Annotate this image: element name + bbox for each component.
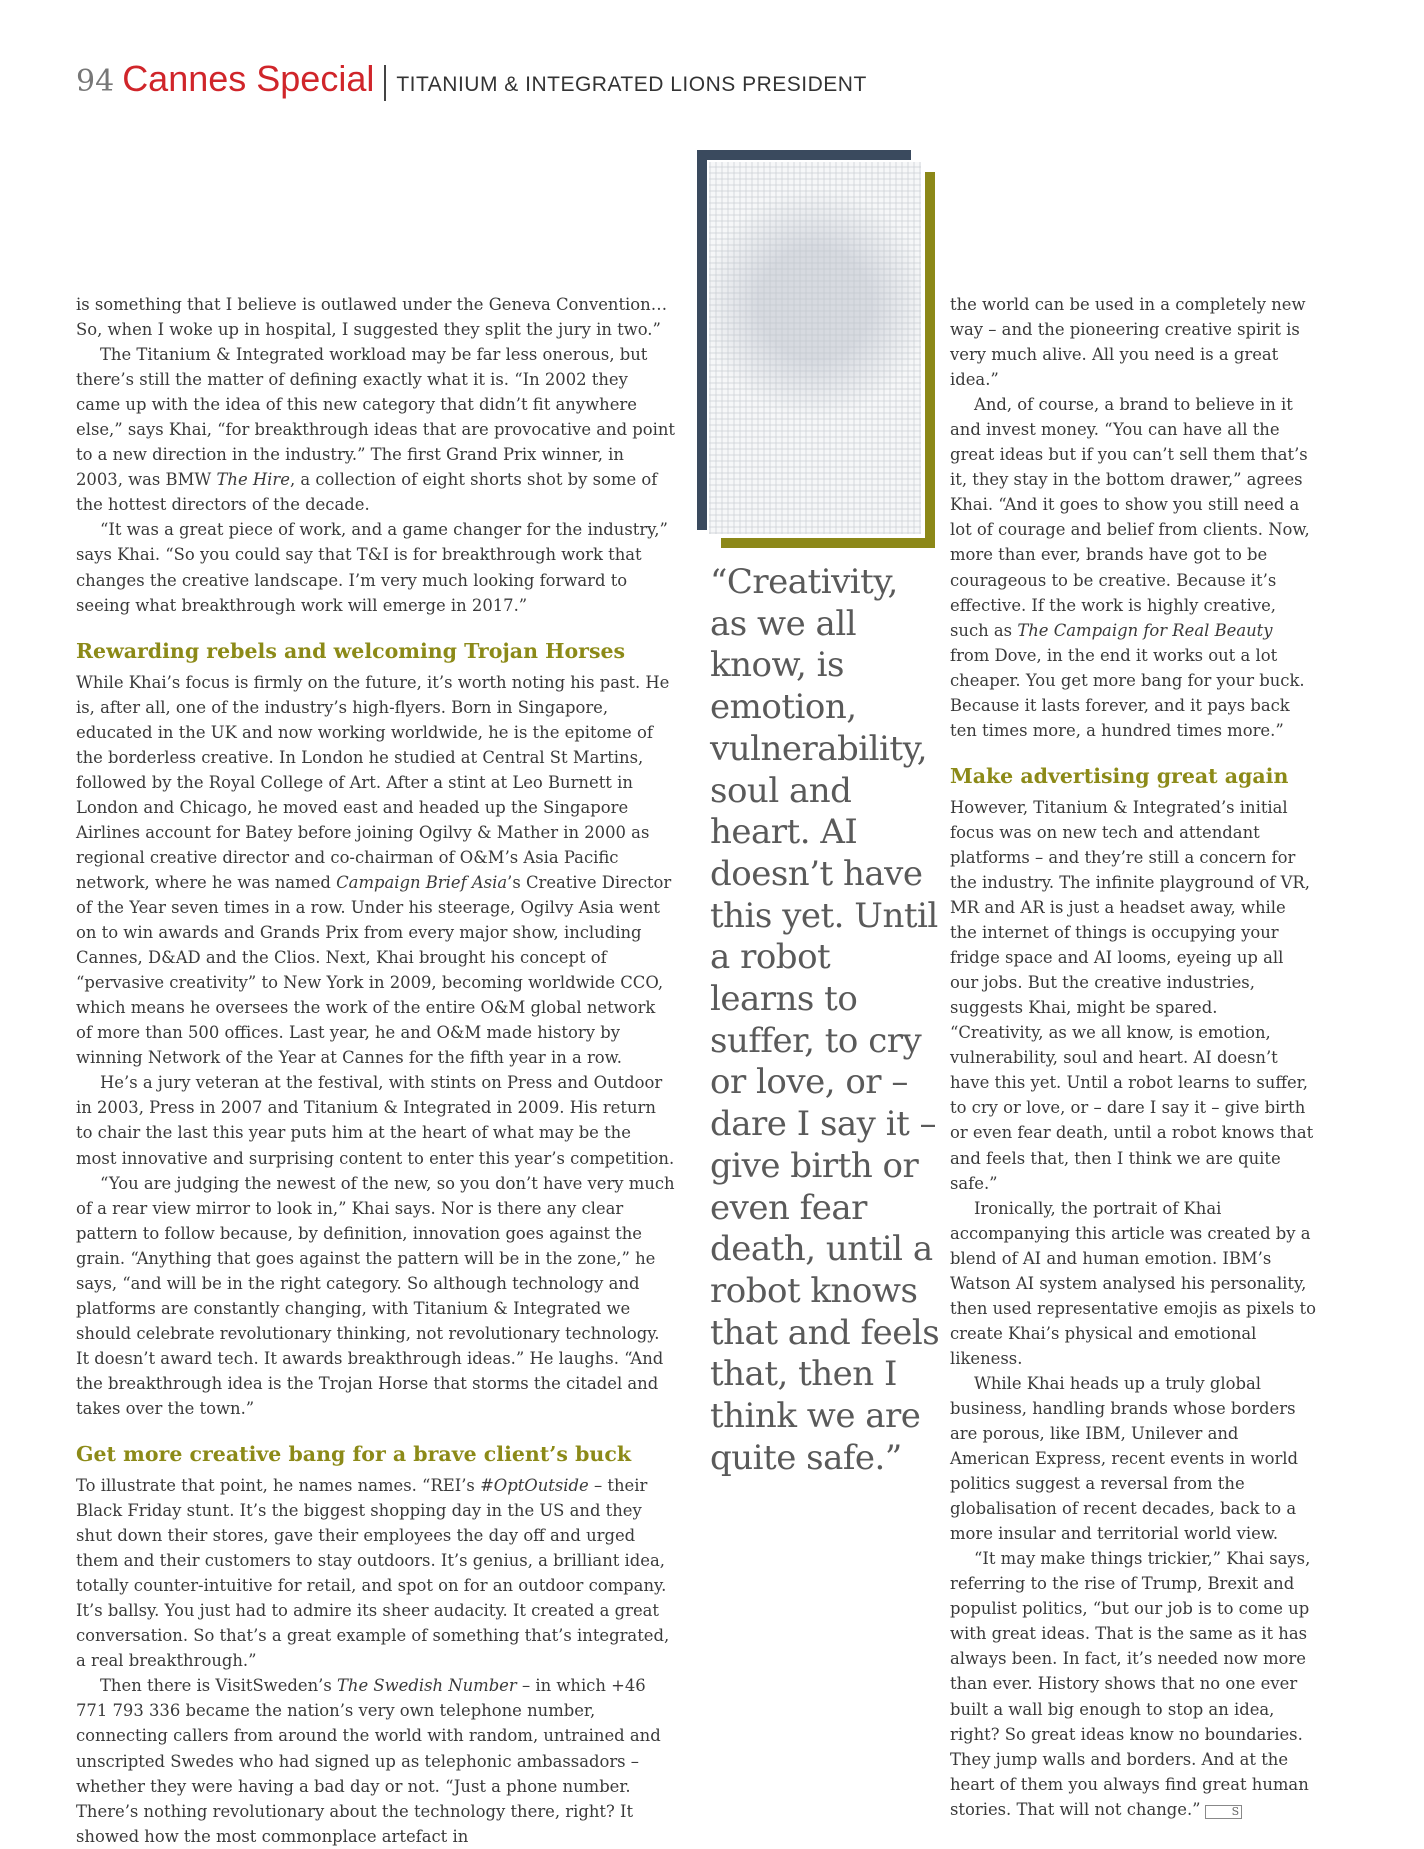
paragraph: To illustrate that point, he names names. “REI’s #OptOutside – their Black Friday stunt. It’s the biggest shopping day in the US and they shut down their stores, gave their employees the day off and urged them and their customers to stay outdoors. It’s genius, a brilliant idea, totally counter-intuitive for retail, and spot on for an outdoor company. It’s ballsy. You just had to admire its sheer audacity. It created a great conversation. So that’s a great example of something that’s integrated, a real breakthrough.”	[76, 1476, 670, 1671]
paragraph: And, of course, a brand to believe in it and invest money. “You can have all the great ideas but if you can’t sell them that’s it, they stay in the bottom drawer,” agrees Khai. “And it goes to show you still need a lot of courage and belief from clients. Now, more than ever, brands have got to be courageous to be creative. Because it’s effective. If the work is highly creative, such as The Campaign for Real Beauty from Dove, in the end it works out a lot cheaper. You get more bang for your buck. Because it lasts forever, and it pays back ten times more, a hundred times more.”	[950, 395, 1310, 740]
subheading: Make advertising great again	[950, 763, 1289, 788]
paragraph: the world can be used in a completely new way – and the pioneering creative spirit is very much alive. All you need is a great idea.”	[950, 295, 1306, 390]
paragraph: The Titanium & Integrated workload may be far less onerous, but there’s still the matter of defining exactly what it is. “In 2002 they came up with the idea of this new category that didn’t fit anywhere else,” says Khai, “for breakthrough ideas that are provocative and point to a new direction in the industry.” The first Grand Prix winner, in 2003, was BMW The Hire, a collection of eight shorts shot by some of the hottest directors of the decade.	[76, 345, 676, 515]
paragraph: “It was a great piece of work, and a game changer for the industry,” says Khai. “So you could say that T&I is for breakthrough work that changes the creative landscape. I’m very much looking forward to seeing what breakthrough work will emerge in 2017.”	[76, 520, 668, 615]
paragraph: is something that I believe is outlawed under the Geneva Convention… So, when I woke up in hospital, I suggested they split the jury in two.”	[76, 295, 668, 340]
paragraph: Then there is VisitSweden’s The Swedish Number – in which +46 771 793 336 became the nation’s very own telephone number, connecting callers from around the world with random, untrained and unscripted Swedes who had signed up as telephonic ambassadors – whether they were having a bad day or not. “Just a phone number. There’s nothing revolutionary about the technology there, right? It showed how the most commonplace artefact in	[76, 1676, 661, 1846]
end-of-article-icon: S	[1205, 1805, 1243, 1819]
paragraph: Ironically, the portrait of Khai accompanying this article was created by a blend of AI and human emotion. IBM’s Watson AI system analysed his personality, then used representative emojis as pixels to create Khai’s physical and emotional likeness.	[950, 1198, 1317, 1368]
frame-border-olive	[721, 172, 935, 548]
paragraph: While Khai heads up a truly global business, handling brands whose borders are porous, like IBM, Unilever and American Express, recent events in world politics suggest a reversal from the globalisation of recent decades, back to a more insular and territorial world view.	[950, 1373, 1299, 1544]
section-title: Cannes Special	[122, 58, 375, 99]
page-header	[76, 58, 867, 108]
paragraph: He’s a jury veteran at the festival, with stints on Press and Outdoor in 2003, Press in 2007 and Titanium & Integrated in 2009. His return to chair the last this year puts him at the heart of what may be the most innovative and surprising content to enter this year’s competition.	[76, 1073, 675, 1168]
emoji-portrait-image	[697, 150, 935, 548]
paragraph: “You are judging the newest of the new, so you don’t have very much of a rear view mirror to look in,” Khai says. Nor is there any clear pattern to follow because, by definition, innovation goes against the grain. “Anything that goes against the pattern will be in the zone,” he says, “and will be in the right category. So although technology and platforms are constantly changing, with Titanium & Integrated we should celebrate revolutionary thinking, not revolutionary technology. It doesn’t award tech. It awards breakthrough ideas.” He laughs. “And the breakthrough idea is the Trojan Horse that storms the citadel and takes over the town.”	[76, 1173, 675, 1418]
pull-quote: “Creativity, as we all know, is emotion, vulnerability, soul and heart. AI doesn’t have this yet. Until a robot learns to suffer, to cry or love, or – dare I say it – give birth or even fear death, until a robot knows that and feels that, then I think we are quite safe.”	[710, 562, 940, 1478]
paragraph: However, Titanium & Integrated’s initial focus was on new tech and attendant platforms – and they’re still a concern for the industry. The infinite playground of VR, MR and AR is just a headset away, while the internet of things is occupying your fridge space and AI looms, eyeing up all our jobs. But the creative industries, suggests Khai, might be spared. “Creativity, as we all know, is emotion, vulnerability, soul and heart. AI doesn’t have this yet. Until a robot learns to suffer, to cry or love, or – dare I say it – give birth or even fear death, until a robot knows that and feels that, then I think we are quite safe.”	[950, 797, 1314, 1193]
right-column	[950, 292, 1316, 1822]
paragraph: “It may make things trickier,” Khai says, referring to the rise of Trump, Brexit and populist politics, “but our job is to come up with great ideas. That is the same as it has always been. In fact, it’s needed now more than ever. History shows that no one ever built a wall big enough to stop an idea, right? So great ideas know no boundaries. They jump walls and borders. And at the heart of them you always find great human stories. That will not change.” S	[950, 1549, 1311, 1819]
section-subtitle: TITANIUM & INTEGRATED LIONS PRESIDENT	[396, 73, 867, 96]
page-number: 94	[76, 64, 115, 99]
left-column	[76, 292, 676, 1849]
subheading: Rewarding rebels and welcoming Trojan Horses	[76, 638, 626, 663]
header-divider	[384, 65, 386, 101]
paragraph: While Khai’s focus is firmly on the future, it’s worth noting his past. He is, after all, one of the industry’s high-flyers. Born in Singapore, educated in the UK and now working worldwide, he is the epitome of the borderless creative. In London he studied at Central St Martins, followed by the Royal College of Art. After a stint at Leo Burnett in London and Chicago, he moved east and headed up the Singapore Airlines account for Batey before joining Ogilvy & Mather in 2000 as regional creative director and co-chairman of O&M’s Asia Pacific network, where he was named Campaign Brief Asia’s Creative Director of the Year seven times in a row. Under his steerage, Ogilvy Asia went on to win awards and Grands Prix from every major show, including Cannes, D&AD and the Clios. Next, Khai brought his concept of “pervasive creativity” to New York in 2009, becoming worldwide CCO, which means he oversees the work of the entire O&M global network of more than 500 offices. Last year, he and O&M made history by winning Network of the Year at Cannes for the fifth year in a row.	[76, 672, 672, 1068]
subheading: Get more creative bang for a brave client’s buck	[76, 1442, 632, 1467]
